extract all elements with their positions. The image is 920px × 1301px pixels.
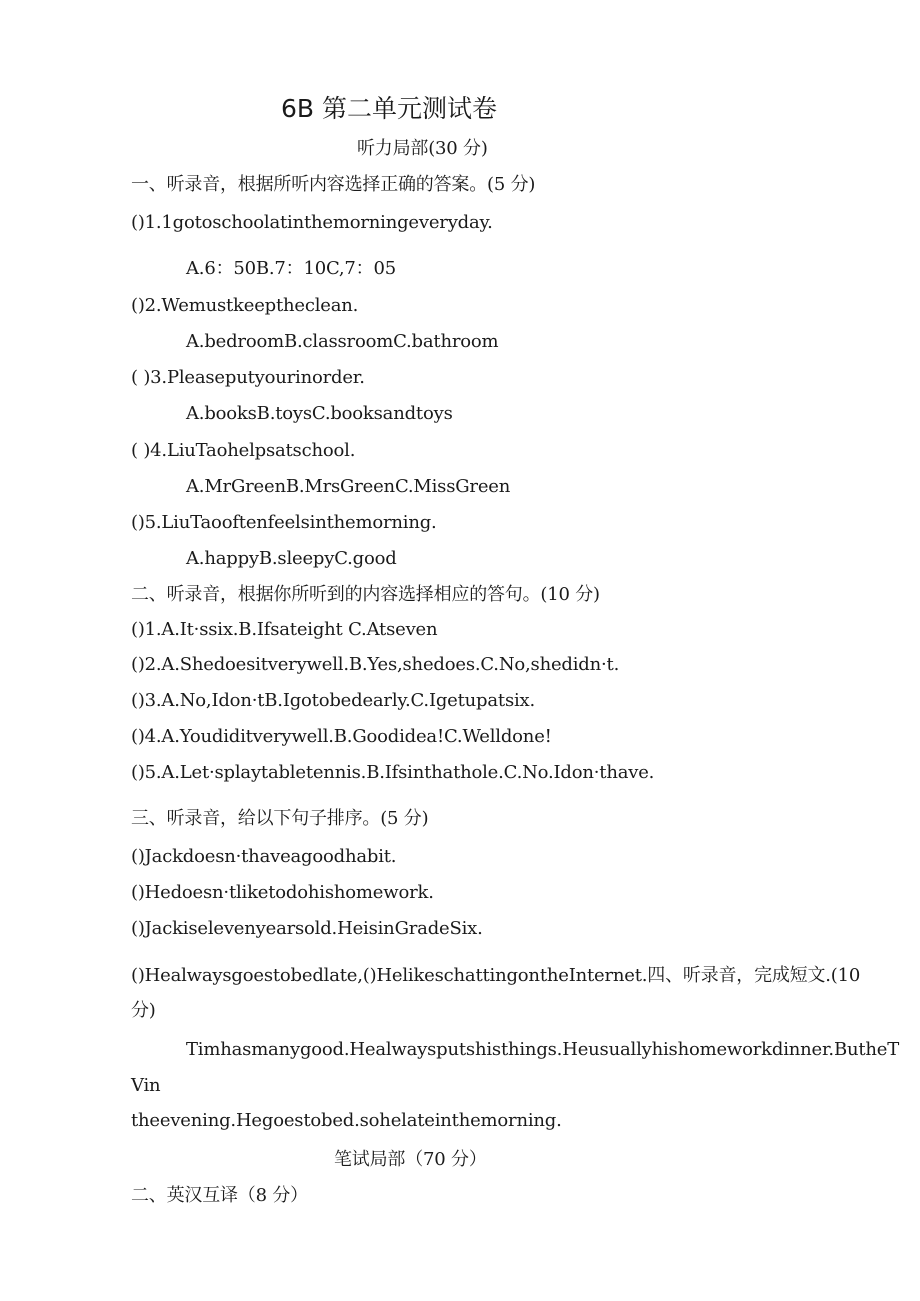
part2-item-1: ()1.A.It·ssix.B.Ifsateight C.Atseven bbox=[131, 619, 438, 640]
part2-item-2: ()2.A.Shedoesitverywell.B.Yes,shedoes.C.No,shedidn·t. bbox=[131, 654, 620, 675]
part3-heading: 三、听录音，给以下句子排序。(5 分) bbox=[131, 808, 429, 829]
part1-options-2: A.bedroomB.classroomC.bathroom bbox=[186, 331, 499, 352]
part4-score-continuation: 分) bbox=[131, 1000, 156, 1021]
part4-paragraph-line-1: Timhasmanygood.Healwaysputshisthings.Heusuallyhishomeworkdinner.ButheT bbox=[186, 1039, 900, 1060]
part4-paragraph-line-3: theevening.Hegoestobed.sohelateinthemorning. bbox=[131, 1110, 562, 1131]
part1-question-2: ()2.Wemustkeeptheclean. bbox=[131, 295, 359, 316]
page-title: 6B 第二单元测试卷 bbox=[281, 94, 498, 123]
listening-section-header: 听力局部(30 分) bbox=[357, 138, 488, 159]
part2-item-4: ()4.A.Youdiditverywell.B.Goodidea!C.Welldone! bbox=[131, 726, 552, 747]
part3-part4-mixed-line: ()Healwaysgoestobedlate,()HelikeschattingontheInternet.四、听录音，完成短文.(10 bbox=[131, 965, 861, 986]
part1-options-4: A.MrGreenB.MrsGreenC.MissGreen bbox=[186, 476, 511, 497]
part3-item-2: ()Hedoesn·tliketodohishomework. bbox=[131, 882, 434, 903]
part3-item-1: ()Jackdoesn·thaveagoodhabit. bbox=[131, 846, 397, 867]
part1-heading: 一、听录音，根据所听内容选择正确的答案。(5 分) bbox=[131, 174, 536, 195]
part1-question-4: ( )4.LiuTaohelpsatschool. bbox=[131, 440, 356, 461]
part2-item-3: ()3.A.No,Idon·tB.Igotobedearly.C.Igetupatsix. bbox=[131, 690, 536, 711]
written-part1-heading: 二、英汉互译（8 分） bbox=[131, 1185, 308, 1206]
part2-heading: 二、听录音，根据你所听到的内容选择相应的答句。(10 分) bbox=[131, 584, 600, 605]
part1-question-3: ( )3.Pleaseputyourinorder. bbox=[131, 367, 365, 388]
part2-item-5: ()5.A.Let·splaytabletennis.B.Ifsinthathole.C.No.Idon·thave. bbox=[131, 762, 655, 783]
part1-question-1: ()1.1gotoschoolatinthemorningeveryday. bbox=[131, 212, 493, 233]
part1-options-1: A.6：50B.7：10C,7：05 bbox=[186, 258, 396, 279]
part1-question-5: ()5.LiuTaooftenfeelsinthemorning. bbox=[131, 512, 437, 533]
written-section-header: 笔试局部（70 分） bbox=[334, 1149, 487, 1170]
part1-options-3: A.booksB.toysC.booksandtoys bbox=[186, 403, 453, 424]
part4-paragraph-line-2: Vin bbox=[131, 1075, 161, 1096]
part1-options-5: A.happyB.sleepyC.good bbox=[186, 548, 397, 569]
part3-item-3: ()Jackiselevenyearsold.HeisinGradeSix. bbox=[131, 918, 483, 939]
